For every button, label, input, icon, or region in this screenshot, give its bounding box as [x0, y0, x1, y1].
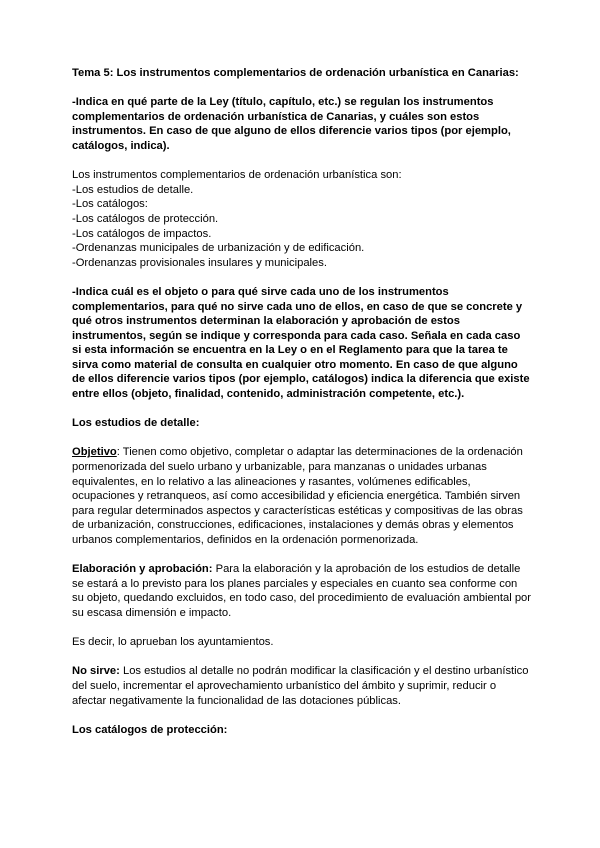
- objetivo-text: : Tienen como objetivo, completar o adaptar las determinaciones de la ordenación pormenorizada del suelo urbano y urbanizable, para manzanas o unidades urbanas equivalentes, en lo relativo a las alineaciones y rasantes, volúmenes edificables, ocupaciones y retranqueos, así como accesibilidad y eficiencia energética. También sirven para regular determinados aspectos y características estéticas y compositivas de las obras de urbanización, construcciones, edificaciones, instalaciones y demás obras y elementos urbanos complementarios, definidos en la ordenación pormenorizada.: [72, 446, 523, 546]
- list-item: -Ordenanzas municipales de urbanización y de edificación.: [72, 242, 365, 255]
- question-1: -Indica en qué parte de la Ley (título, capítulo, etc.) se regulan los instrumentos complementarios de ordenación urbanística de Canarias, y cuáles son estos instrumentos. En caso de que alguno de ellos diferencie varios tipos (por ejemplo, catálogos, indica).: [72, 96, 511, 152]
- elaboracion-text: Para la elaboración y la aprobación de los estudios de detalle se estará a lo previsto para los planes parciales y especiales en cuanto sea conforme con su objeto, quedando excluidos, en todo caso, del procedimiento de evaluación ambiental por su escasa dimensión e impacto.: [72, 563, 531, 619]
- es-decir-paragraph: Es decir, lo aprueban los ayuntamientos.: [72, 636, 274, 649]
- question-2: -Indica cuál es el objeto o para qué sirve cada uno de los instrumentos complementarios, para qué no sirve cada uno de ellos, en caso de que se concrete y qué otros instrumentos determinan la elaboración y aprobación de estos instrumentos, según se indique y corresponda para cada caso. Señala en cada caso si esta información se encuentra en la Ley o en el Reglamento para que la tarea te sirva como material de consulta en cualquier otro momento. En caso de que alguno de ellos diferencie varios tipos (por ejemplo, catálogos) indica la diferencia que existe entre ellos (objeto, finalidad, contenido, administración competente, etc.).: [72, 285, 530, 401]
- list-item: -Los catálogos:: [72, 198, 148, 211]
- objetivo-paragraph: [72, 445, 532, 547]
- section-heading-estudios: Los estudios de detalle:: [72, 417, 200, 430]
- objetivo-label: Objetivo: [72, 446, 117, 459]
- no-sirve-label: No sirve:: [72, 665, 120, 678]
- document-page: [72, 66, 532, 737]
- list-item: -Los catálogos de protección.: [72, 212, 219, 225]
- no-sirve-text: Los estudios al detalle no podrán modificar la clasificación y el destino urbanístico del suelo, incrementar el aprovechamiento urbanístico del ámbito y suprimir, reducir o afectar negativamente la funcionalidad de las dotaciones públicas.: [72, 665, 529, 707]
- list-intro: Los instrumentos complementarios de ordenación urbanística son:: [72, 169, 402, 182]
- no-sirve-paragraph: [72, 664, 532, 708]
- elaboracion-label: Elaboración y aprobación:: [72, 563, 213, 576]
- document-title: Tema 5: Los instrumentos complementarios de ordenación urbanística en Canarias:: [72, 67, 519, 79]
- list-item: -Ordenanzas provisionales insulares y municipales.: [72, 256, 327, 269]
- list-item: -Los estudios de detalle.: [72, 183, 194, 196]
- elaboracion-paragraph: [72, 562, 532, 620]
- list-item: -Los catálogos de impactos.: [72, 227, 212, 240]
- section-heading-catalogos: Los catálogos de protección:: [72, 723, 228, 736]
